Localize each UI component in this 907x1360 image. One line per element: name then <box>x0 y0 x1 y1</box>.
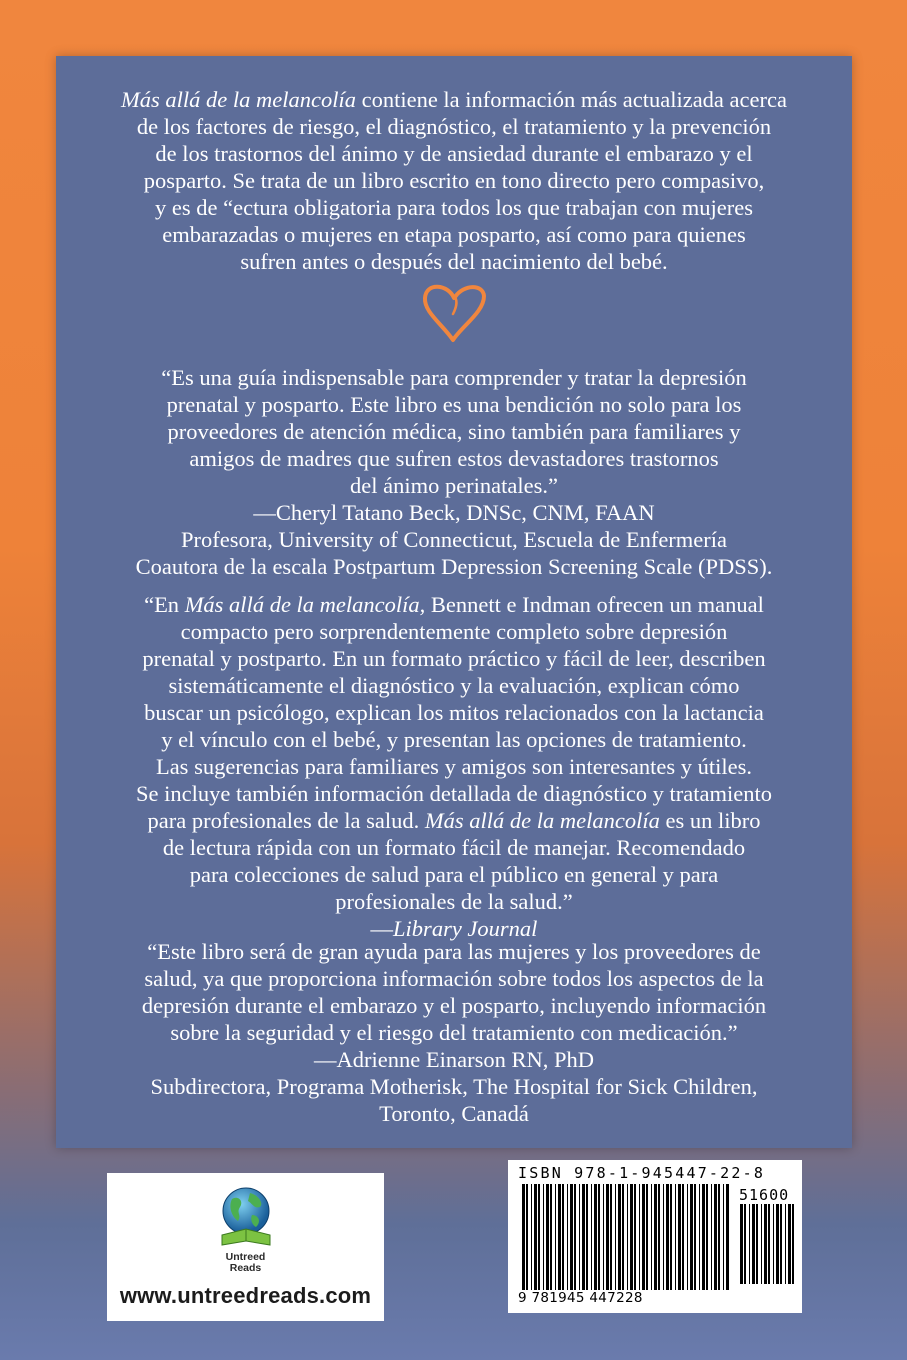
price-code: 51600 <box>739 1186 790 1204</box>
attribution: —Library Journal <box>370 916 538 941</box>
publisher-logo-box <box>107 1173 384 1321</box>
isbn-barcode <box>508 1160 802 1313</box>
publisher-url[interactable]: www.untreedreads.com <box>119 1283 372 1308</box>
isbn-label: ISBN 978-1-945447-22-8 <box>518 1164 766 1182</box>
heart-icon <box>420 280 490 344</box>
testimonial-library-journal: “En Más allá de la melancolía, Bennett e Indman ofrecen un manual compacto pero sorprendentemente completo sobre depresión prenatal y postparto. En un formato práctico y fácil de leer, describen sistemáticamente el diagnóstico y la evaluación, explican cómo buscar un psicólogo, explican los mitos relacionados con la lactancia y el vínculo con el bebé, y presentan las opciones de tratamiento. Las sugerencias para familiares y amigos son interesantes y útiles. Se incluye también información detallada de diagnóstico y tratamiento para profesionales de la salud. Más allá de la melancolía es un libro de lectura rápida con un formato fácil de manejar. Recomendado para colecciones de salud para el público en general y para profesionales de la salud.” —Library Journal <box>56 591 852 942</box>
attribution: —Cheryl Tatano Beck, DNSc, CNM, FAAN <box>253 500 655 525</box>
book-description: Más allá de la melancolía contiene la información más actualizada acerca de los factores de riesgo, el diagnóstico, el tratamiento y la prevención de los trastornos del ánimo y de ansiedad durante el embarazo y el posparto. Se trata de un libro escrito en tono directo pero compasivo, y es de “ectura obligatoria para todos los que trabajan con mujeres embarazadas o mujeres en etapa posparto, así como para quienes sufren antes o después del nacimiento del bebé. <box>121 87 787 274</box>
globe-book-icon <box>218 1185 274 1251</box>
attribution: —Adrienne Einarson RN, PhD <box>314 1047 594 1072</box>
book-title-italic: Más allá de la melancolía <box>121 87 356 112</box>
ean-digits: 9 781945 447228 <box>518 1290 643 1306</box>
testimonial-einarson: “Este libro será de gran ayuda para las mujeres y los proveedores de salud, ya que proporciona información sobre todos los aspectos de la depresión durante el embarazo y el posparto, incluyendo información sobre la seguridad y el riesgo del tratamiento con medicación.” —Adrienne Einarson RN, PhD Subdirectora, Programa Motherisk, The Hospital for Sick Children, Toronto, Canadá <box>56 938 852 1127</box>
back-cover-panel <box>56 56 852 1148</box>
publisher-brand: Untreed Reads <box>225 1251 266 1274</box>
testimonial-beck: “Es una guía indispensable para comprender y tratar la depresión prenatal y posparto. Este libro es una bendición no solo para los proveedores de atención médica, sino también para familiares y amigos de madres que sufren estos devastadores trastornos del ánimo perinatales.” —Cheryl Tatano Beck, DNSc, CNM, FAAN Profesora, University of Connecticut, Escuela de Enfermería Coautora de la escala Postpartum Depression Screening Scale (PDSS). <box>56 364 852 580</box>
